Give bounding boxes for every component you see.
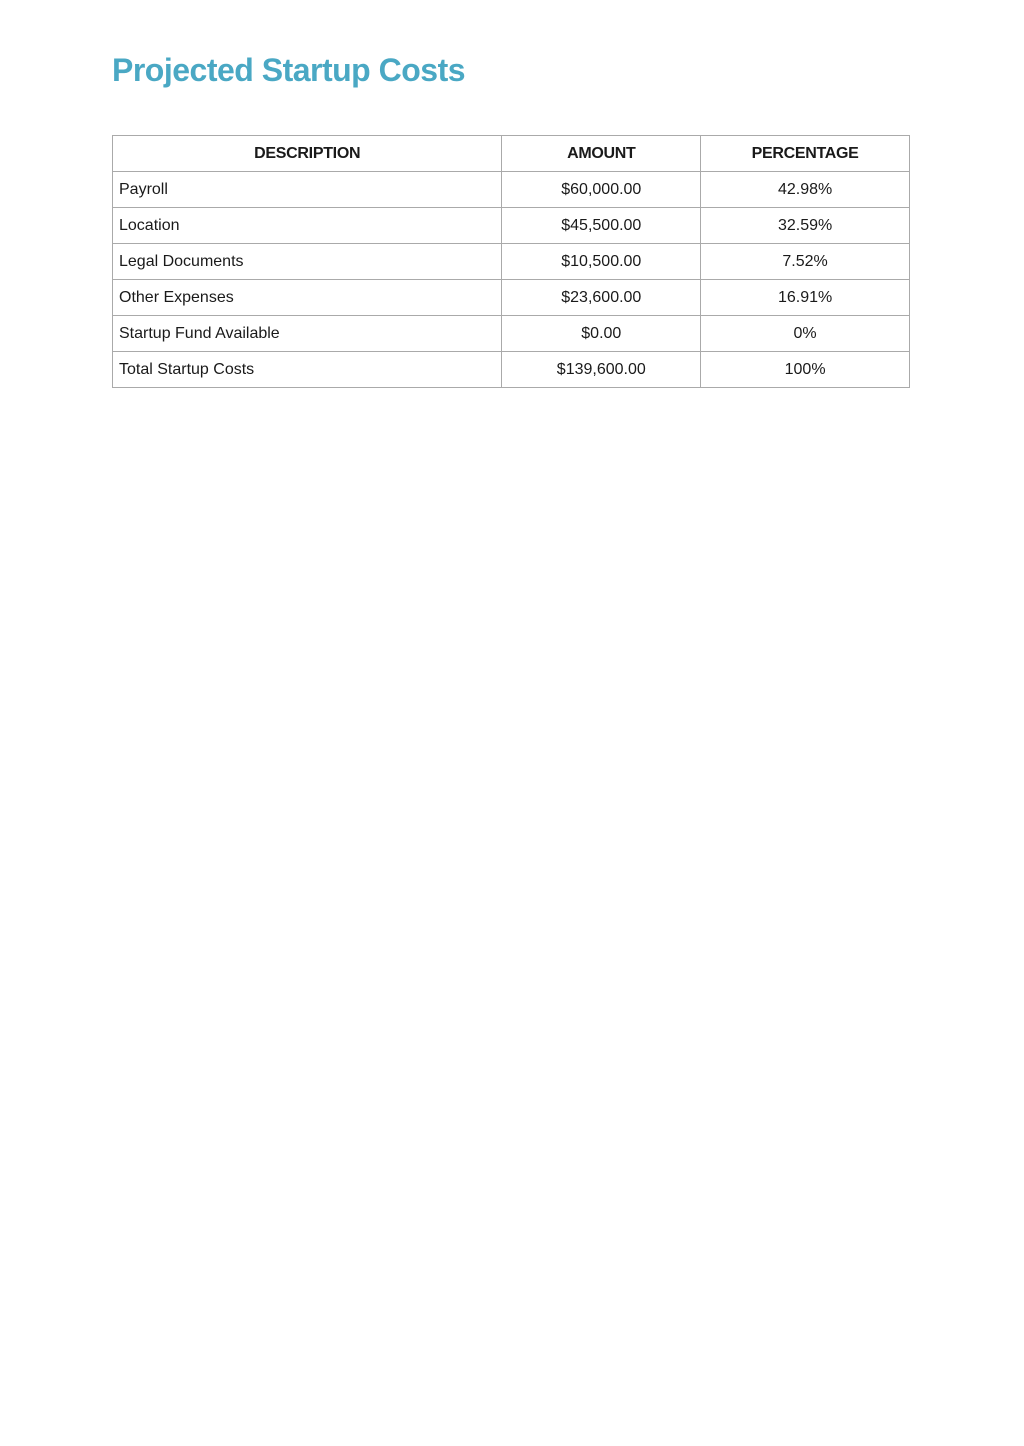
table-header-row <box>113 136 910 172</box>
table-row <box>113 280 910 316</box>
cell-description: Other Expenses <box>113 280 502 316</box>
startup-costs-table <box>112 135 910 388</box>
cell-percentage: 16.91% <box>701 280 910 316</box>
header-description: DESCRIPTION <box>113 136 502 172</box>
cell-amount: $23,600.00 <box>502 280 701 316</box>
cell-amount: $60,000.00 <box>502 172 701 208</box>
cell-description: Total Startup Costs <box>113 352 502 388</box>
table-row <box>113 172 910 208</box>
header-percentage: PERCENTAGE <box>701 136 910 172</box>
cell-percentage: 100% <box>701 352 910 388</box>
header-amount: AMOUNT <box>502 136 701 172</box>
table-row <box>113 208 910 244</box>
cell-percentage: 0% <box>701 316 910 352</box>
cell-percentage: 42.98% <box>701 172 910 208</box>
cell-amount: $139,600.00 <box>502 352 701 388</box>
table-row <box>113 352 910 388</box>
cell-description: Legal Documents <box>113 244 502 280</box>
page-title: Projected Startup Costs <box>112 52 466 88</box>
cell-amount: $10,500.00 <box>502 244 701 280</box>
cell-amount: $0.00 <box>502 316 701 352</box>
cell-percentage: 7.52% <box>701 244 910 280</box>
cell-amount: $45,500.00 <box>502 208 701 244</box>
cell-percentage: 32.59% <box>701 208 910 244</box>
cell-description: Payroll <box>113 172 502 208</box>
cell-description: Startup Fund Available <box>113 316 502 352</box>
table-row <box>113 244 910 280</box>
table-row <box>113 316 910 352</box>
cell-description: Location <box>113 208 502 244</box>
